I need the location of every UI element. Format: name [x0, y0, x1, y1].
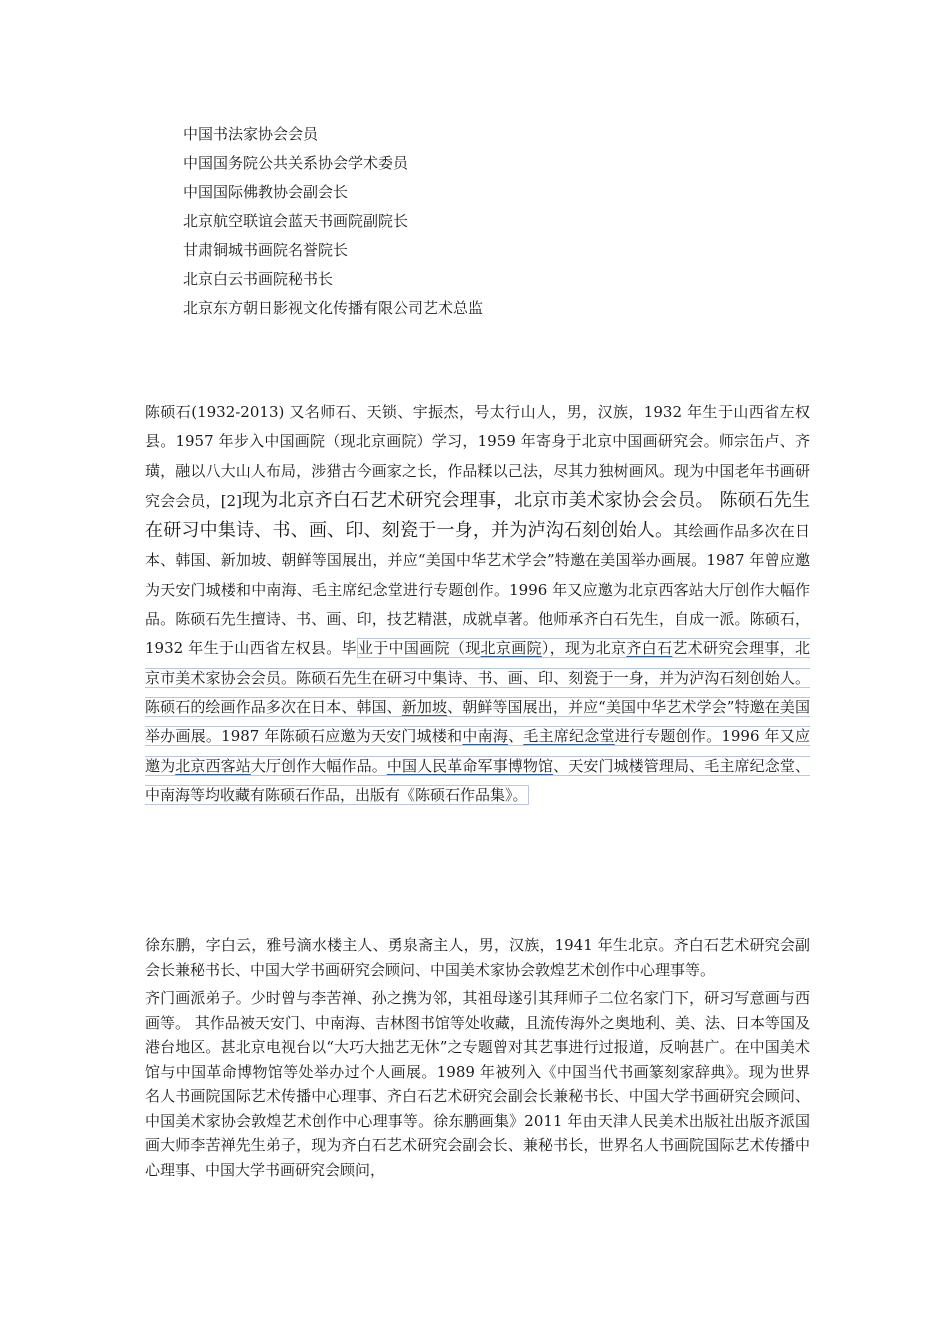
- title-item: 北京东方朝日影视文化传播有限公司艺术总监: [183, 299, 484, 317]
- link-mao-memorial-hall[interactable]: 毛主席纪念堂: [523, 727, 615, 746]
- title-item: 北京白云书画院秘书长: [183, 270, 334, 288]
- title-item: 甘肃铜城书画院名誉院长: [183, 241, 349, 259]
- biography-chen-shuoshi: [145, 398, 810, 810]
- title-list: [183, 120, 483, 323]
- title-item: 中国书法家协会会员: [183, 125, 319, 143]
- title-item: 北京航空联谊会蓝天书画院副院长: [183, 212, 409, 230]
- bio-text-boxed: 业于中国画院（现北京画院），现为北京齐白石艺术研究会理事，北京市美术家协会会员。陈硕石先生在研习中集诗、书、画、印、刻瓷于一身，并为泸沟石刻创始人。陈硕石的绘画作品多次在日本、韩国、新加坡、朝鲜等国展出，并应“美国中华艺术学会”特邀在美国举办画展。1987 年陈硕石应邀为天安门城楼和中南海、毛主席纪念堂进行专题创作。1996 年又应邀为北京西客站大厅创作大幅作品。中国人民革命军事博物馆、天安门城楼管理局、毛主席纪念堂、中南海等均收藏有陈硕石作品，出版有《陈硕石作品集》。: [145, 639, 810, 804]
- bio-paragraph: 徐东鹏，字白云，雅号滴水楼主人、勇泉斋主人，男，汉族，1941 年生北京。齐白石艺术研究会副会长兼秘书长、中国大学书画研究会顾问、中国美术家协会敦煌艺术创作中心理事等。: [145, 936, 810, 979]
- link-beijing-huayuan[interactable]: 北京画院: [480, 639, 542, 658]
- title-item: 中国国务院公共关系协会学术委员: [183, 154, 409, 172]
- bio-paragraph: 齐门画派弟子。少时曾与李苦禅、孙之携为邻，其祖母遂引其拜师子二位名家门下，研习写意画与西画等。 其作品被天安门、中南海、吉林图书馆等处收藏，且流传海外之奥地利、美、法、日本等国及港台地区。甚北京电视台以“大巧大拙艺无休”之专题曾对其艺事进行过报道，反响甚广。在中国美术馆与中国革命博物馆等处举办过个人画展。1989 年被列入《中国当代书画篆刻家辞典》。现为世界名人书画院国际艺术传播中心理事、齐白石艺术研究会副会长兼秘书长、中国大学书画研究会顾问、中国美术家协会敦煌艺术创作中心理事等。徐东鹏画集》2011 年由天津人民美术出版社出版齐派国画大师李苦禅先生弟子，现为齐白石艺术研究会副会长、兼秘书长，世界名人书画院国际艺术传播中心理事、中国大学书画研究会顾问，: [145, 989, 810, 1179]
- link-beijing-west-station[interactable]: 北京西客站: [175, 756, 251, 775]
- link-qi-baishi[interactable]: 齐白石: [626, 639, 673, 658]
- bio-text: 其绘画作品多次在日本、韩国、新加坡、朝鲜等国展出，并应“美国中华艺术学会”特邀在美国举办画展。1987 年曾应邀为天安门城楼和中南海、毛主席纪念堂进行专题创作。1996 年又应邀为北京西客站大厅创作大幅作品。陈硕石先生擅诗、书、画、印，技艺精湛，成就卓著。他师承齐白石先生，自成一派。陈硕石，1932 年生于山西省左权县。毕: [145, 522, 810, 658]
- bio-text-large: 现为北京齐白石艺术研究会理事，北京市美术家协会会员。 陈硕石先生在研习中集诗、书、画、印、刻瓷于一身，并为泸沟石刻创始人。: [145, 489, 810, 542]
- link-singapore[interactable]: 新加坡: [401, 697, 448, 716]
- link-military-museum[interactable]: 中国人民革命军事博物馆: [386, 756, 554, 775]
- title-item: 中国国际佛教协会副会长: [183, 183, 349, 201]
- link-zhongnanhai[interactable]: 中南海: [462, 727, 509, 746]
- bio-text: 陈硕石(1932-2013) 又名师石、天锁、宇振杰，号太行山人，男，汉族，1932 年生于山西省左权县。1957 年步入中国画院（现北京画院）学习，1959 年寄身于北京中国画研究会。师宗缶卢、齐璜，融以八大山人布局，涉猎古今画家之长，作品糅以己法，尽其力独树画风。现为中国老年书画研究会会员，: [145, 403, 810, 510]
- biography-xu-dongpeng: [145, 933, 810, 1182]
- reference-link[interactable]: [2]: [220, 491, 242, 510]
